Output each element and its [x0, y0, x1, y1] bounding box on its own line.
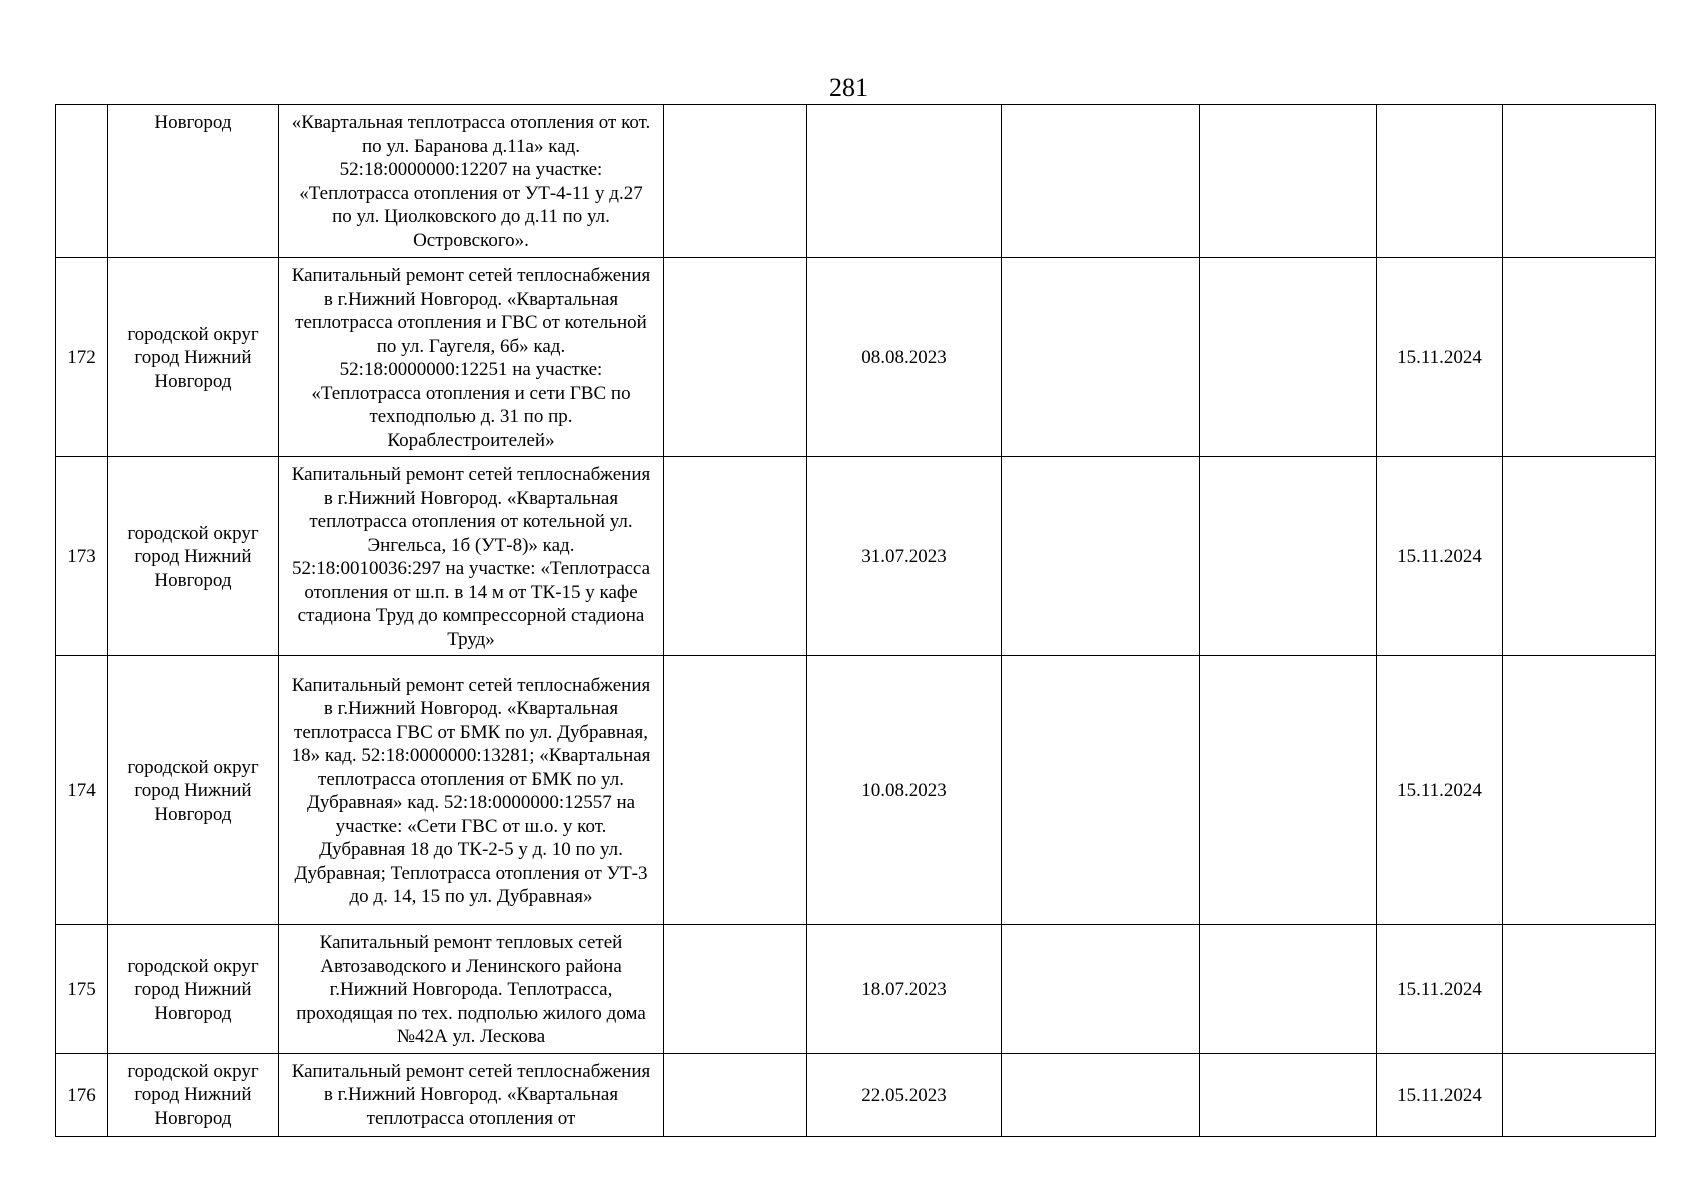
empty-cell — [1200, 105, 1377, 258]
empty-cell — [1503, 457, 1656, 656]
empty-cell — [664, 457, 807, 656]
date-start-cell: 31.07.2023 — [807, 457, 1002, 656]
description-cell: Капитальный ремонт тепловых сетей Автозаводского и Ленинского района г.Нижний Новгорода. Теплотрасса, проходящая по тех. подполью жилого дома №42А ул. Лескова — [279, 925, 664, 1054]
municipality-cell: городской округ город Нижний Новгород — [108, 457, 279, 656]
municipality-cell: городской округ город Нижний Новгород — [108, 1053, 279, 1136]
date-start-cell — [807, 105, 1002, 258]
row-number: 172 — [56, 258, 108, 457]
empty-cell — [1200, 656, 1377, 925]
date-start-cell: 18.07.2023 — [807, 925, 1002, 1054]
row-number: 176 — [56, 1053, 108, 1136]
empty-cell — [1002, 105, 1200, 258]
row-number: 175 — [56, 925, 108, 1054]
works-table — [55, 104, 1656, 1137]
description-cell: Капитальный ремонт сетей теплоснабжения в г.Нижний Новгород. «Квартальная теплотрасса отопления от — [279, 1053, 664, 1136]
date-end-cell: 15.11.2024 — [1377, 925, 1503, 1054]
empty-cell — [1002, 1053, 1200, 1136]
page-number: 281 — [829, 73, 868, 102]
municipality-cell: городской округ город Нижний Новгород — [108, 925, 279, 1054]
municipality-cell: городской округ город Нижний Новгород — [108, 258, 279, 457]
empty-cell — [664, 925, 807, 1054]
empty-cell — [1200, 258, 1377, 457]
empty-cell — [1503, 1053, 1656, 1136]
table-row — [56, 457, 1656, 656]
empty-cell — [1002, 457, 1200, 656]
date-end-cell — [1377, 105, 1503, 258]
date-end-cell: 15.11.2024 — [1377, 1053, 1503, 1136]
row-number: 174 — [56, 656, 108, 925]
description-cell: «Квартальная теплотрасса отопления от кот. по ул. Баранова д.11а» кад. 52:18:0000000:12207 на участке: «Теплотрасса отопления от УТ-4-11 у д.27 по ул. Циолковского до д.11 по ул. Островского». — [279, 105, 664, 258]
empty-cell — [664, 105, 807, 258]
description-cell: Капитальный ремонт сетей теплоснабжения в г.Нижний Новгород. «Квартальная теплотрасса отопления и ГВС от котельной по ул. Гаугеля, 6б» кад. 52:18:0000000:12251 на участке: «Теплотрасса отопления и сети ГВС по техподполью д. 31 по пр. Кораблестроителей» — [279, 258, 664, 457]
date-start-cell: 08.08.2023 — [807, 258, 1002, 457]
date-end-cell: 15.11.2024 — [1377, 656, 1503, 925]
empty-cell — [1200, 1053, 1377, 1136]
empty-cell — [1503, 656, 1656, 925]
empty-cell — [1002, 656, 1200, 925]
row-number — [56, 105, 108, 258]
empty-cell — [1002, 925, 1200, 1054]
description-cell: Капитальный ремонт сетей теплоснабжения в г.Нижний Новгород. «Квартальная теплотрасса отопления от котельной ул. Энгельса, 1б (УТ-8)» кад. 52:18:0010036:297 на участке: «Теплотрасса отопления от ш.п. в 14 м от ТК-15 у кафе стадиона Труд до компрессорной стадиона Труд» — [279, 457, 664, 656]
empty-cell — [1503, 925, 1656, 1054]
empty-cell — [664, 258, 807, 457]
empty-cell — [664, 656, 807, 925]
empty-cell — [1200, 457, 1377, 656]
description-cell: Капитальный ремонт сетей теплоснабжения в г.Нижний Новгород. «Квартальная теплотрасса ГВС от БМК по ул. Дубравная, 18» кад. 52:18:0000000:13281; «Квартальная теплотрасса отопления от БМК по ул. Дубравная» кад. 52:18:0000000:12557 на участке: «Сети ГВС от ш.о. у кот. Дубравная 18 до ТК-2-5 у д. 10 по ул. Дубравная; Теплотрасса отопления от УТ-3 до д. 14, 15 по ул. Дубравная» — [279, 656, 664, 925]
date-start-cell: 22.05.2023 — [807, 1053, 1002, 1136]
table-row — [56, 925, 1656, 1054]
empty-cell — [1503, 105, 1656, 258]
table-row — [56, 656, 1656, 925]
row-number: 173 — [56, 457, 108, 656]
empty-cell — [1200, 925, 1377, 1054]
municipality-cell: Новгород — [108, 105, 279, 258]
table-row — [56, 105, 1656, 258]
date-end-cell: 15.11.2024 — [1377, 258, 1503, 457]
date-start-cell: 10.08.2023 — [807, 656, 1002, 925]
empty-cell — [1503, 258, 1656, 457]
empty-cell — [664, 1053, 807, 1136]
empty-cell — [1002, 258, 1200, 457]
date-end-cell: 15.11.2024 — [1377, 457, 1503, 656]
table-row — [56, 1053, 1656, 1136]
table-row — [56, 258, 1656, 457]
municipality-cell: городской округ город Нижний Новгород — [108, 656, 279, 925]
